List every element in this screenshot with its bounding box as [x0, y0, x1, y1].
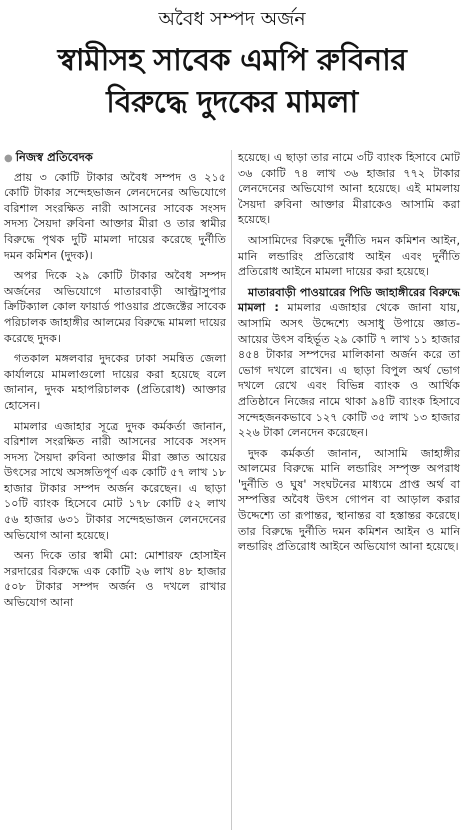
body-paragraph: মামলার এজাহার সূত্রে দুদক কর্মকর্তা জানান, বরিশাল সংরক্ষিত নারী আসনের সাবেক সংসদ সদস্য সৈয়দা রুবিনা আক্তার মীরা জ্ঞাত আয়ের উৎসের সাথে অসঙ্গতিপূর্ণ এক কোটি ৫৭ লাখ ১৮ হাজার টাকার সম্পদ অর্জন করেছেন। এ ছাড়া ১০টি ব্যাংক হিসেবে মোট ১৭৮ কোটি ৫২ লাখ ৫৬ হাজার ৬৩১ টাকার সন্দেহভাজন লেনদেনের অভিযোগ আনা হয়েছে।	[4, 419, 226, 542]
headline	[0, 40, 464, 124]
headline-line-2: বিরুদ্ধে দুদকের মামলা	[106, 85, 358, 120]
body-paragraph: আসামিদের বিরুদ্ধে দুর্নীতি দমন কমিশন আইন, মানি লন্ডারিং প্রতিরোধ আইন এবং দুর্নীতি প্রতিরোধ আইনে মামলা দায়ের করা হয়েছে।	[238, 233, 460, 279]
bullet-icon: ●	[4, 153, 13, 164]
body-paragraph: প্রায় ৩ কোটি টাকার অবৈধ সম্পদ ও ২১৫ কোটি টাকার সন্দেহভাজন লেনদেনের অভিযোগে বরিশাল সংরক্ষিত নারী আসনের সাবেক সংসদ সদস্য সৈয়দা রুবিনা আক্তার মীরা ও তার স্বামীর বিরুদ্ধে পৃথক দুটি মামলা দায়ের করেছে দুর্নীতি দমন কমিশন (দুদক)।	[4, 170, 226, 262]
body-paragraph: অপর দিকে ২৯ কোটি টাকার অবৈধ সম্পদ অর্জনের অভিযোগে মাতারবাড়ী আল্ট্রাসুপার ক্রিটিক্যাল কোল ফায়ার্ড পাওয়ার প্রজেক্টের সাবেক পরিচালক জাহাঙ্গীর আলমের বিরুদ্ধে মামলা দায়ের করেছে দুদক।	[4, 269, 226, 345]
headline-line-1: স্বামীসহ সাবেক এমপি রুবিনার	[57, 43, 407, 78]
byline	[4, 150, 226, 167]
kicker: অবৈধ সম্পদ অর্জন	[158, 8, 306, 30]
body-paragraph	[238, 285, 460, 441]
body-paragraph: অন্য দিকে তার স্বামী মো: মোশারফ হোসাইন সরদারের বিরুদ্ধে এক কোটি ২৬ লাখ ৪৮ হাজার ৫০৮ টাকার সম্পদ অর্জন ও দখলে রাখার অভিযোগ আনা	[4, 549, 226, 610]
body-paragraph: গতকাল মঙ্গলবার দুদকের ঢাকা সমন্বিত জেলা কার্যালয়ে মামলাগুলো দায়ের করা হয়েছে বলে জানান, দুদক মহাপরিচালক (প্রতিরোধ) আক্তার হোসেন।	[4, 352, 226, 412]
left-column	[4, 150, 226, 616]
body-paragraph: হয়েছে। এ ছাড়া তার নামে ৩টি ব্যাংক হিসাবে মোট ৩৬ কোটি ৭৪ লাখ ৩৬ হাজার ৭৭২ টাকার লেনদেনের অভিযোগ আনা হয়েছে। এই মামলায় সৈয়দা রুবিনা আক্তার মীরাকেও আসামি করা হয়েছে।	[238, 151, 460, 227]
byline-text: নিজস্ব প্রতিবেদক	[15, 150, 93, 164]
column-divider	[231, 150, 232, 830]
body-paragraph: দুদক কর্মকর্তা জানান, আসামি জাহাঙ্গীর আলমের বিরুদ্ধে মানি লন্ডারিং সম্পৃক্ত অপরাধ 'দুর্নীতি ও ঘুষ' সংঘটনের মাধ্যমে প্রাপ্ত অর্থ বা সম্পত্তির অবৈধ উৎস গোপন বা আড়াল করার উদ্দেশ্যে তা রূপান্তর, স্থানান্তর বা হস্তান্তর করেছে। তার বিরুদ্ধে দুর্নীতি দমন কমিশন আইন ও মানি লন্ডারিং প্রতিরোধ আইনে অভিযোগ আনা হয়েছে।	[238, 446, 460, 554]
subheading: মাতারবাড়ী পাওয়ারের পিডি জাহাঙ্গীরের বিরুদ্ধে মামলা :	[238, 285, 460, 315]
right-column	[238, 150, 460, 560]
subheading-paragraph-text: মামলার এজাহার থেকে জানা যায়, আসামি অসৎ উদ্দেশ্যে অসাধু উপায়ে জ্ঞাত-আয়ের উৎস বহির্ভূত ২৯ কোটি ৭ লাখ ১১ হাজার ৪৫৪ টাকার সম্পদের মালিকানা অর্জন করে তা ভোগ দখলে রাখেন। এ ছাড়া বিপুল অর্থ ভোগ দখলে রেখে এবং বিভিন্ন ব্যাংক ও আর্থিক প্রতিষ্ঠানে নিজের নামে থাকা ৯৪টি ব্যাংক হিসাবে সন্দেহজনকভাবে ১২৭ কোটি ৩৫ লাখ ১৩ হাজার ২২৬ টাকা লেনদেন করেছেন।	[238, 301, 460, 440]
